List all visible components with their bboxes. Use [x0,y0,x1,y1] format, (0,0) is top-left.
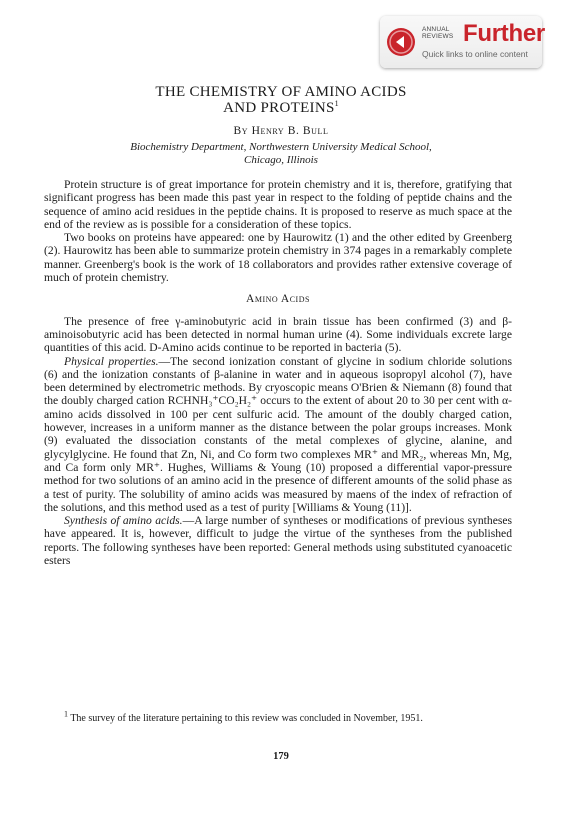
banner-brand-line2: REVIEWS [422,33,454,40]
banner-tagline: Quick links to online content [422,49,528,59]
banner-further-label: Further [463,20,545,47]
author-affiliation [0,141,562,167]
title-line-2 [0,100,562,116]
banner-brand-line1: ANNUAL [422,26,450,33]
section-heading-amino-acids: Amino Acids [246,293,310,306]
affiliation-line-2: Chicago, Illinois [244,154,318,166]
banner-brand [422,26,453,40]
physical-properties-text-b: occurs to the extent of about 20 to 30 per cent with α-amino acids dissolved in 100 per cent sulfuric acid. The amount of the doubly charged cation, however, increases in a uniform manner as the distance between the polar groups increases. Monk (9) evaluated the dissociation constants of the metal complexes of glycine, alanine, and glycylglycine. He found that Zn, Ni, and Co form two complexes MR⁺ and MR₂, whereas Mn, Mg, and Ca form only MR⁺. Hughes, Williams & Young (10) proposed a differential vapor-pressure method for two solutions of an amino acid in the presence of different amounts of the solid phase as a test of purity. The solubility of amino acids was measured by maens of the index of refraction of the solutions, and this method used as a test of purity [Williams & Young (11)]. [44,394,512,514]
physical-properties-text-a: —The second ionization constant of glycine in sodium chloride solutions (6) and the ionization constants of β-alanine in water and in aqueous isopropyl alcohol (7), have been determined by electrometric methods. By cryoscopic means O'Brien & Niemann (8) found that the doubly charged cation [44,354,512,408]
synthesis-lead: Synthesis of amino acids. [64,514,183,528]
paragraph-physical-properties [44,355,512,515]
annual-reviews-further-banner[interactable] [380,16,545,68]
affiliation-line-1: Biochemistry Department, Northwestern University Medical School, [130,141,432,153]
cation-formula: RCHNH₃⁺CO₂H₂⁺ [167,394,258,408]
author-byline: By Henry B. Bull [233,125,329,137]
synthesis-text: —A large number of syntheses or modifications of previous syntheses have appeared. It is, however, difficult to judge the virtue of the syntheses from the published reports. The following syntheses have been reported: General methods using substituted cyanoacetic esters [44,514,513,568]
title-footnote-mark: 1 [334,99,339,108]
footnote-mark: 1 [64,709,68,719]
paragraph-intro: Protein structure is of great importance for protein chemistry and it is, therefore, gratifying that significant progress has been made this past year in respect to the folding of peptide chains and the sequence of amino acid residues in the peptide chains. It is proposed to reserve as much space at the end of the review as is possible for a consideration of these topics. [44,178,512,231]
title-line-1: THE CHEMISTRY OF AMINO ACIDS [155,84,407,100]
article-body [44,178,512,567]
paragraph-books: Two books on proteins have appeared: one by Haurowitz (1) and the other edited by Greenberg (2). Haurowitz has been able to summarize protein chemistry in 374 pages in a remarkably complete manner. Greenberg's book is the work of 18 collaborators and provides rather extensive coverage of much of protein chemistry. [44,231,512,285]
title-line-2-text: AND PROTEINS [223,100,335,116]
paragraph-presence: The presence of free γ-aminobutyric acid in brain tissue has been confirmed (3) and β-aminoisobutyric acid has been detected in normal human urine (4). Some individuals excrete large quantities of this acid. D-Amino acids continue to be reported in bacteria (5). [44,314,512,355]
footnote-text: The survey of the literature pertaining to this review was concluded in November, 1951. [68,713,423,724]
paragraph-synthesis [44,514,512,567]
physical-properties-lead: Physical properties. [64,354,159,368]
page-number: 179 [273,751,289,762]
footnote [44,709,512,725]
annual-reviews-logo-icon [387,28,415,56]
article-title [0,84,562,116]
footnote-entry [44,709,512,725]
